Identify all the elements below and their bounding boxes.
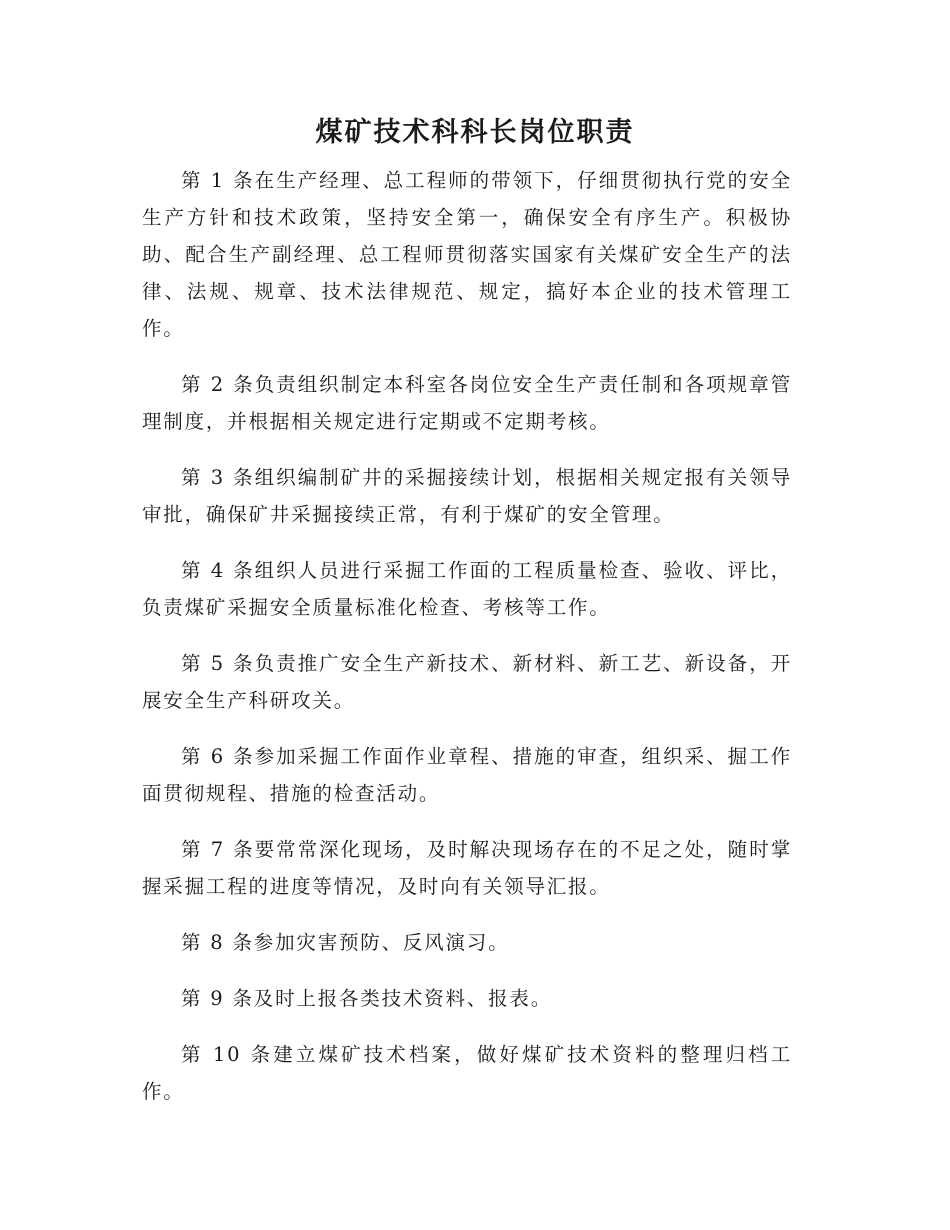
article-3: 第 3 条组织编制矿井的采掘接续计划，根据相关规定报有关领导审批，确保矿井采掘接续正常，有利于煤矿的安全管理。 (142, 466, 792, 526)
document-body (142, 162, 792, 1129)
document-title: 煤矿技术科科长岗位职责 (315, 117, 635, 148)
article-4: 第 4 条组织人员进行采掘工作面的工程质量检查、验收、评比，负责煤矿采掘安全质量标准化检查、考核等工作。 (142, 559, 792, 619)
article-8: 第 8 条参加灾害预防、反风演习。 (181, 931, 510, 954)
article-1: 第 1 条在生产经理、总工程师的带领下，仔细贯彻执行党的安全生产方针和技术政策，坚持安全第一，确保安全有序生产。积极协助、配合生产副经理、总工程师贯彻落实国家有关煤矿安全生产的法律、法规、规章、技术法律规范、规定，搞好本企业的技术管理工作。 (142, 169, 792, 340)
article-7: 第 7 条要常常深化现场，及时解决现场存在的不足之处，随时掌握采掘工程的进度等情况，及时向有关领导汇报。 (142, 838, 792, 898)
article-5: 第 5 条负责推广安全生产新技术、新材料、新工艺、新设备，开展安全生产科研攻关。 (142, 652, 792, 712)
article-6: 第 6 条参加采掘工作面作业章程、措施的审查，组织采、掘工作面贯彻规程、措施的检查活动。 (142, 745, 792, 805)
article-10: 第 10 条建立煤矿技术档案，做好煤矿技术资料的整理归档工作。 (142, 1043, 792, 1103)
article-2: 第 2 条负责组织制定本科室各岗位安全生产责任制和各项规章管理制度，并根据相关规定进行定期或不定期考核。 (142, 373, 792, 433)
article-9: 第 9 条及时上报各类技术资料、报表。 (181, 987, 553, 1010)
